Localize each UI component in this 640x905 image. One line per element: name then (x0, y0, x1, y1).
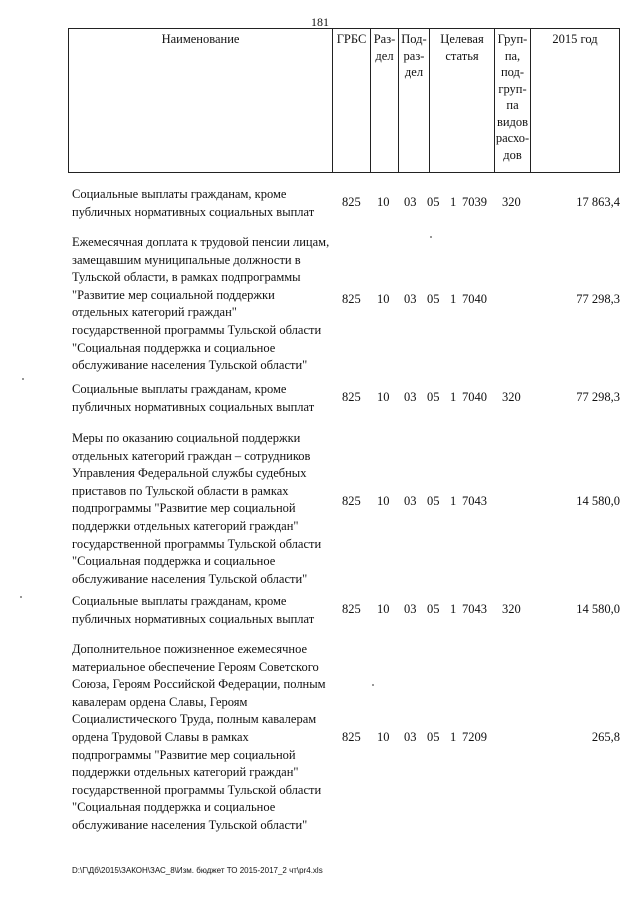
row-grbs: 825 (342, 390, 361, 404)
header-name: Наименование (69, 29, 333, 172)
row-name: Социальные выплаты гражданам, кроме публичных нормативных социальных выплат (72, 594, 315, 626)
row-podrazdel: 03 (404, 602, 417, 616)
row-podrazdel: 03 (404, 730, 417, 744)
scan-speck (430, 236, 432, 238)
table-row (72, 381, 620, 421)
row-podrazdel: 03 (404, 390, 417, 404)
row-name: Меры по оказанию социальной поддержки отдельных категорий граждан – сотрудников Управления Федеральной службы судебных приставов по Тульской области в рамках подпрограммы "Развитие мер социальной поддержки отдельных категорий граждан" государственной программы Тульской области "Социальная поддержка и социальное обслуживание населения Тульской области" (72, 431, 322, 586)
row-target-3: 7043 (462, 494, 487, 508)
row-target-1: 05 (427, 292, 440, 306)
row-razdel: 10 (377, 602, 390, 616)
row-amount: 17 863,4 (576, 195, 620, 209)
row-target-1: 05 (427, 494, 440, 508)
row-target-2: 1 (450, 730, 457, 744)
row-target-1: 05 (427, 195, 440, 209)
table-row (72, 593, 620, 633)
row-name: Социальные выплаты гражданам, кроме публичных нормативных социальных выплат (72, 187, 315, 219)
row-target-2: 1 (450, 390, 457, 404)
row-target-2: 1 (450, 494, 457, 508)
header-target: Целевая статья (430, 29, 495, 172)
scan-speck (372, 684, 374, 686)
row-target-2: 1 (450, 602, 457, 616)
row-target-3: 7039 (462, 195, 487, 209)
scan-speck (22, 378, 24, 380)
row-grbs: 825 (342, 730, 361, 744)
row-group: 320 (502, 195, 521, 209)
table-row (72, 186, 620, 226)
table-row (72, 234, 620, 376)
row-grbs: 825 (342, 292, 361, 306)
row-name: Ежемесячная доплата к трудовой пенсии лицам, замещавшим муниципальные должности в Тульской области, в рамках подпрограммы "Развитие мер социальной поддержки отдельных категорий граждан" государственной программы Тульской области "Социальная поддержка и социальное обслуживание населения Тульской области" (72, 235, 330, 373)
row-target-3: 7209 (462, 730, 487, 744)
row-razdel: 10 (377, 292, 390, 306)
table-row (72, 430, 620, 590)
row-target-3: 7040 (462, 390, 487, 404)
footer-file-path: D:\Г\Дб\2015\ЗАКОН\ЗАС_8\Изм. бюджет ТО 2015-2017_2 чт\pr4.xls (72, 866, 323, 875)
row-amount: 77 298,3 (576, 390, 620, 404)
row-razdel: 10 (377, 494, 390, 508)
row-podrazdel: 03 (404, 292, 417, 306)
row-target-1: 05 (427, 602, 440, 616)
header-group: Груп- па, под- груп- па видов расхо- дов (495, 29, 531, 172)
row-podrazdel: 03 (404, 494, 417, 508)
row-target-1: 05 (427, 390, 440, 404)
page-number: 181 (311, 15, 329, 29)
row-razdel: 10 (377, 730, 390, 744)
row-amount: 14 580,0 (576, 602, 620, 616)
row-name: Социальные выплаты гражданам, кроме публичных нормативных социальных выплат (72, 382, 315, 414)
row-group: 320 (502, 602, 521, 616)
header-podrazdel: Под- раз- дел (399, 29, 430, 172)
row-grbs: 825 (342, 494, 361, 508)
scan-speck (20, 596, 22, 598)
row-target-3: 7043 (462, 602, 487, 616)
row-amount: 265,8 (591, 730, 620, 744)
header-razdel: Раз- дел (371, 29, 399, 172)
row-grbs: 825 (342, 602, 361, 616)
row-group: 320 (502, 390, 521, 404)
row-amount: 14 580,0 (576, 494, 620, 508)
row-target-1: 05 (427, 730, 440, 744)
row-podrazdel: 03 (404, 195, 417, 209)
table-header (68, 28, 620, 173)
row-razdel: 10 (377, 195, 390, 209)
row-target-2: 1 (450, 292, 457, 306)
row-target-2: 1 (450, 195, 457, 209)
row-grbs: 825 (342, 195, 361, 209)
row-amount: 77 298,3 (576, 292, 620, 306)
header-year: 2015 год (552, 32, 598, 46)
row-name: Дополнительное пожизненное ежемесячное материальное обеспечение Героям Советского Союза, Героям Российской Федерации, полным кавалерам ордена Славы, Героям Социалистического Труда, полным кавалерам ордена Трудовой Славы в рамках подпрограммы "Развитие мер социальной поддержки отдельных категорий граждан" государственной программы Тульской области "Социальная поддержка и социальное обслуживание населения Тульской области" (72, 642, 326, 832)
table-row (72, 641, 620, 837)
row-target-3: 7040 (462, 292, 487, 306)
header-grbs: ГРБС (333, 29, 371, 172)
row-razdel: 10 (377, 390, 390, 404)
